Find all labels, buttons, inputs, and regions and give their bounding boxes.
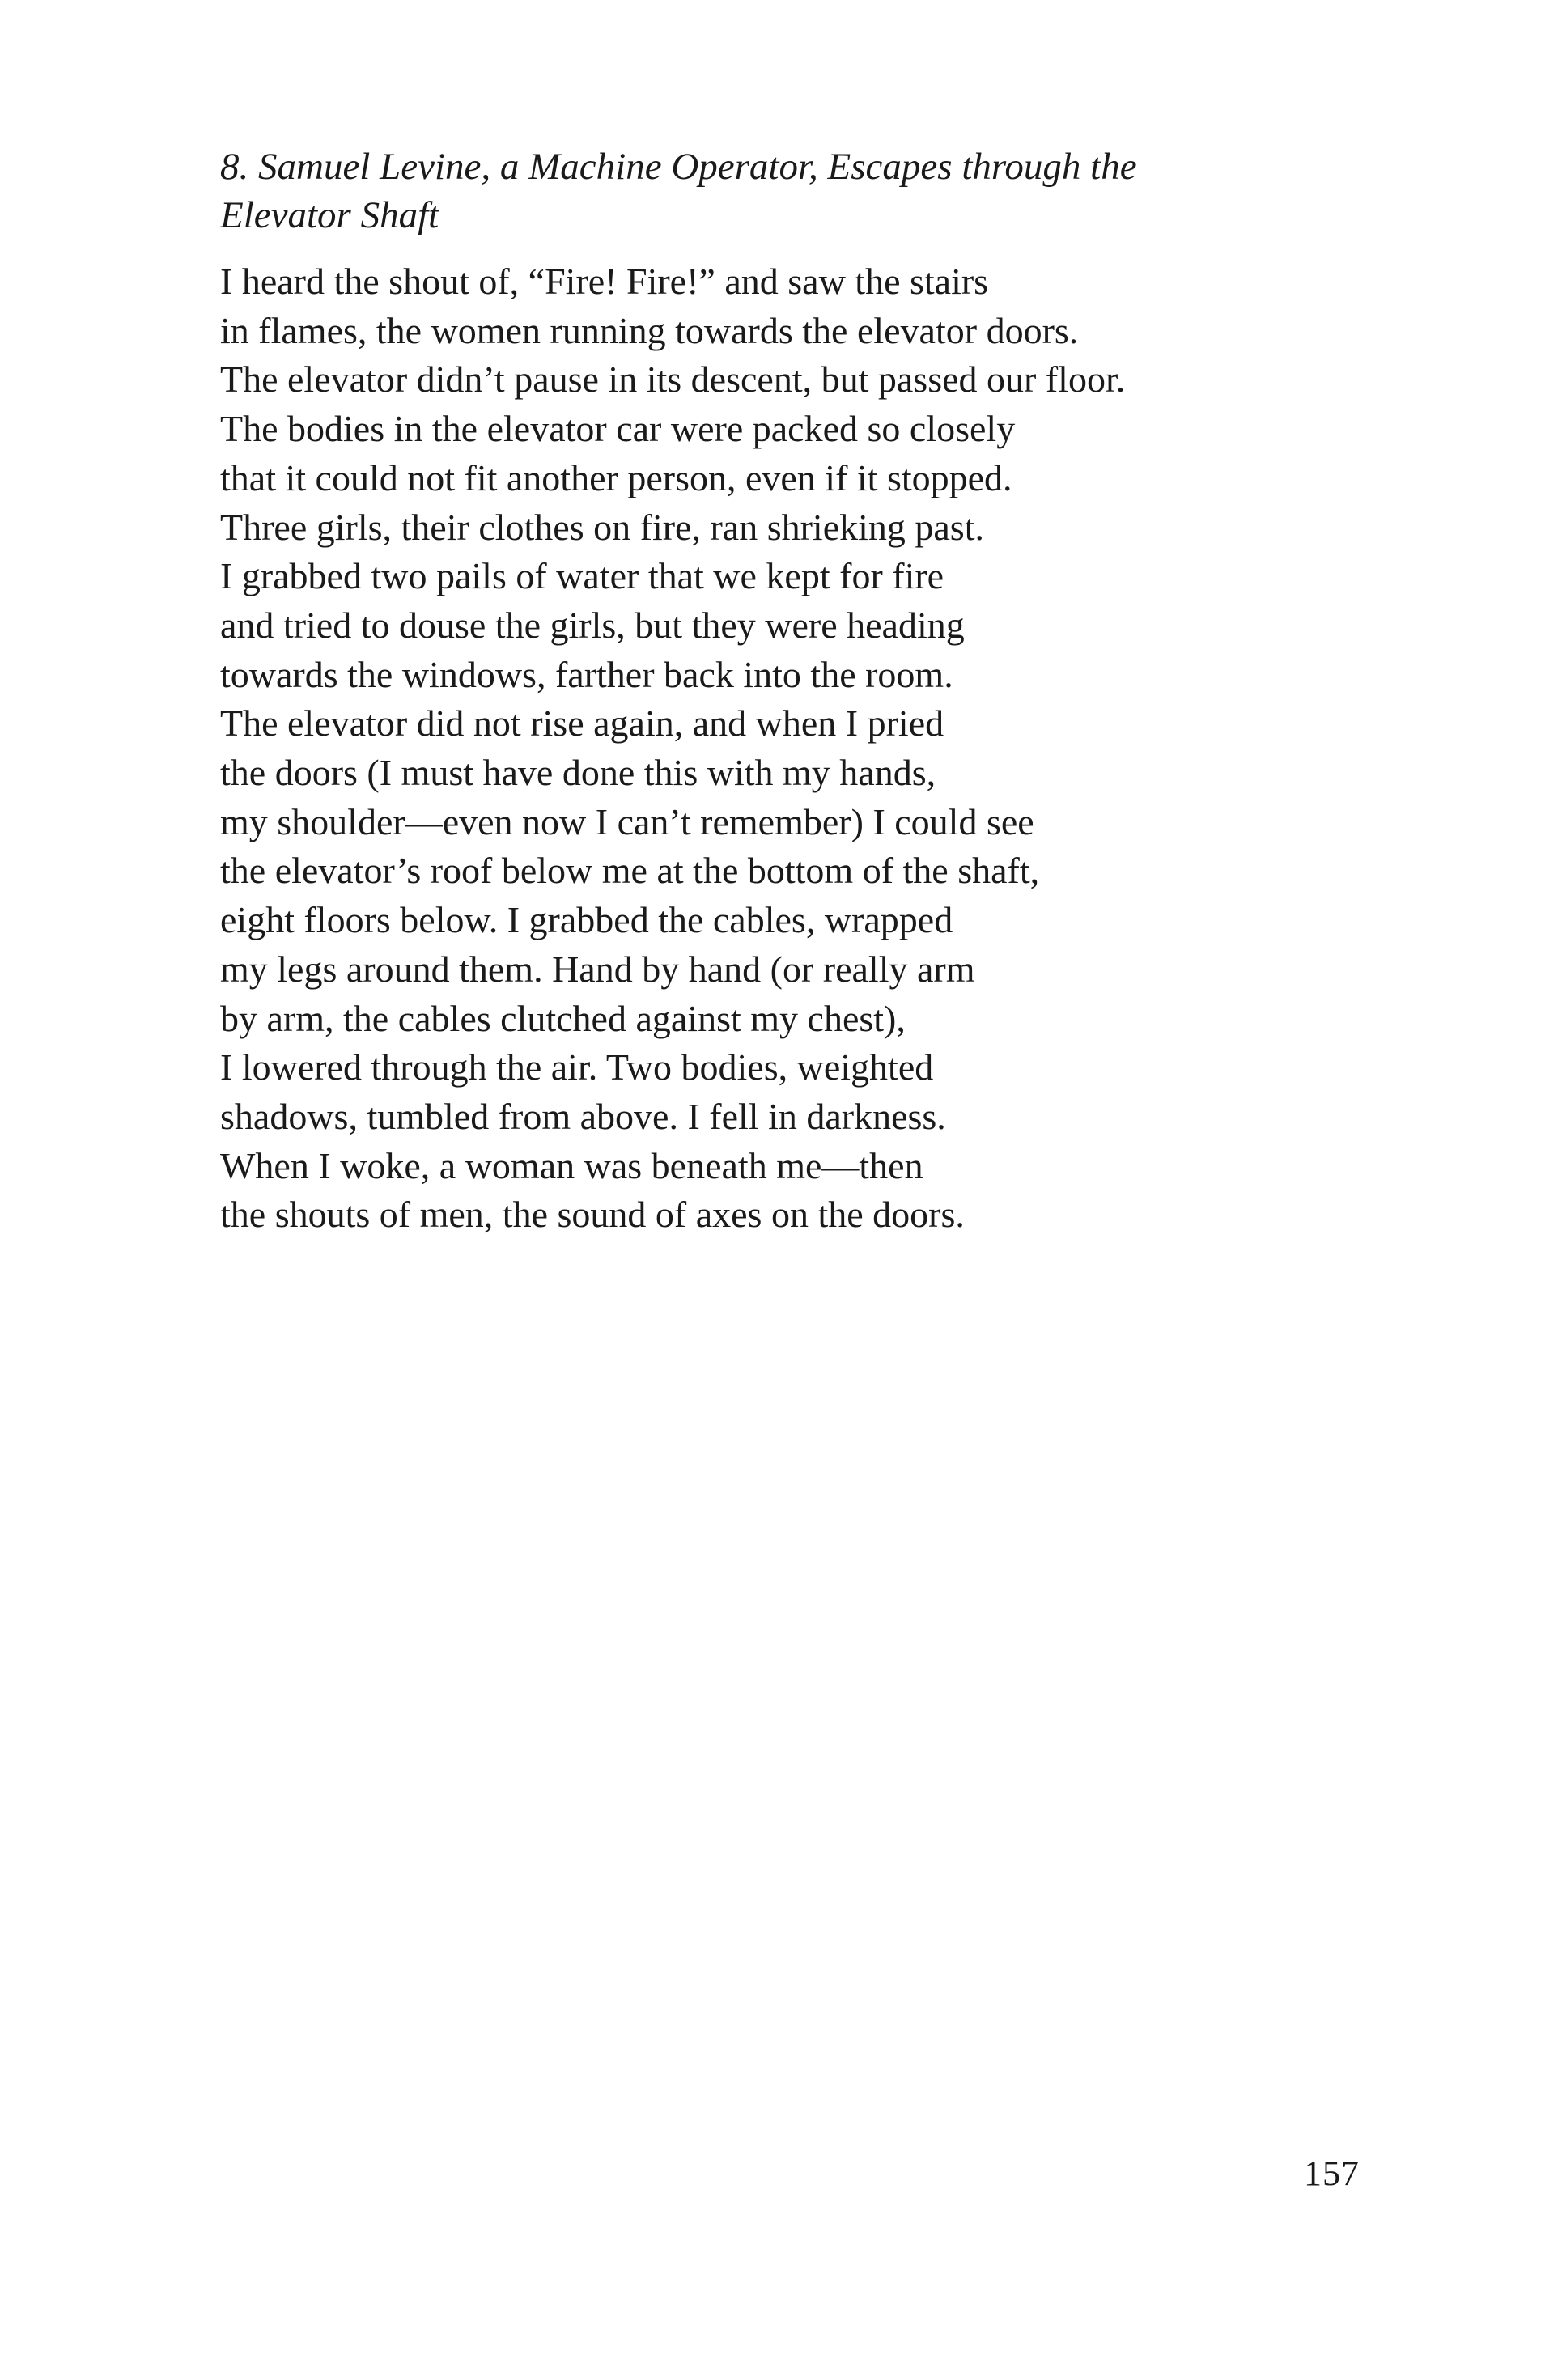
poem-line: shadows, tumbled from above. I fell in darkness.: [220, 1095, 946, 1137]
poem-line: that it could not fit another person, even if it stopped.: [220, 456, 1012, 498]
poem-line: I lowered through the air. Two bodies, weighted: [220, 1046, 934, 1088]
poem-line: by arm, the cables clutched against my chest),: [220, 997, 906, 1039]
poem-title: [220, 142, 1272, 240]
poem-line: the elevator’s roof below me at the bottom of the shaft,: [220, 850, 1040, 892]
poem-line: eight floors below. I grabbed the cables, wrapped: [220, 899, 953, 941]
poem-line: my legs around them. Hand by hand (or really arm: [220, 948, 975, 990]
poem-line: in flames, the women running towards the elevator doors.: [220, 309, 1079, 351]
poem-line: The bodies in the elevator car were packed so closely: [220, 408, 1016, 450]
poem-line: When I woke, a woman was beneath me—then: [220, 1144, 923, 1186]
poem-line: my shoulder—even now I can’t remember) I could see: [220, 800, 1034, 842]
poem-line: Three girls, their clothes on fire, ran shrieking past.: [220, 506, 984, 548]
poem-line: I grabbed two pails of water that we kept for fire: [220, 555, 944, 597]
page-number: 157: [1304, 2153, 1360, 2193]
poem-line: the doors (I must have done this with my hands,: [220, 752, 936, 794]
poem-line: towards the windows, farther back into the room.: [220, 653, 953, 695]
poem-line: The elevator did not rise again, and when I pried: [220, 702, 944, 745]
poem-line: The elevator didn’t pause in its descent, but passed our floor.: [220, 358, 1126, 401]
poem-line: I heard the shout of, “Fire! Fire!” and saw the stairs: [220, 261, 989, 302]
poem-line: the shouts of men, the sound of axes on the doors.: [220, 1194, 965, 1236]
poem-title-line: 8. Samuel Levine, a Machine Operator, Escapes through the: [220, 146, 1137, 188]
poem-line: and tried to douse the girls, but they were heading: [220, 604, 965, 646]
poem-body: [220, 257, 1353, 1240]
poem-title-line: Elevator Shaft: [220, 194, 439, 236]
